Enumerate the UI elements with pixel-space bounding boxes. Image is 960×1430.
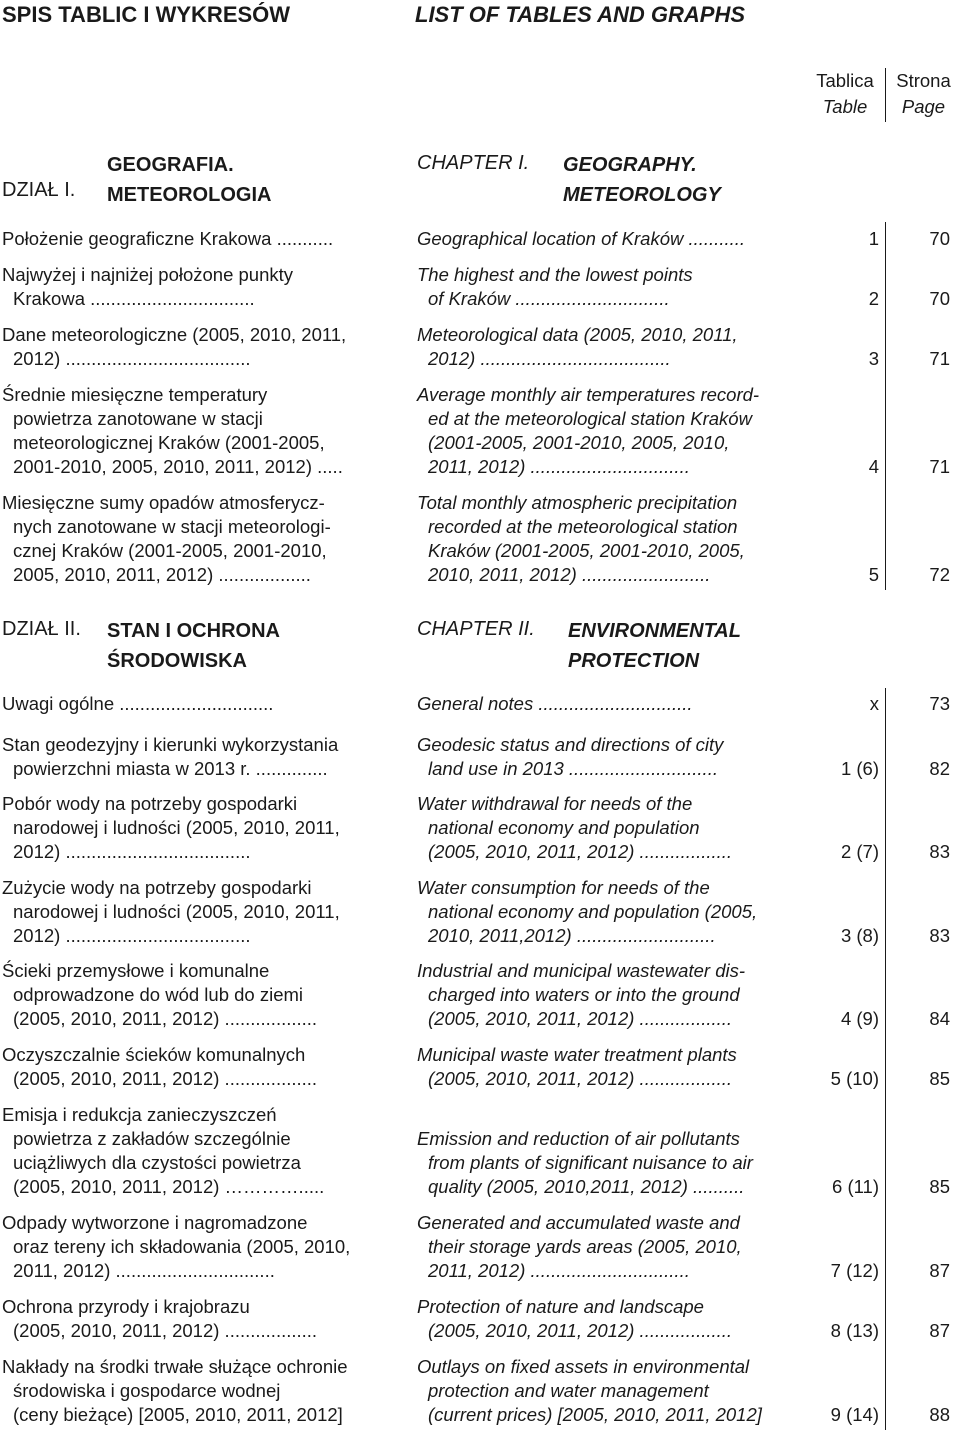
list-item-title-en: Municipal waste water treatment plants (2005, 2010, 2011, 2012) .................. [417, 1044, 737, 1089]
list-item-title-en: Emission and reduction of air pollutants from plants of significant nuisance to air quality (2005, 2010,2011, 2012) .......... [417, 1128, 753, 1197]
table-number: 8 (13) [830, 1320, 879, 1341]
table-number: 1 (6) [840, 758, 879, 779]
table-number: 4 (9) [840, 1008, 879, 1029]
list-item-title-pl: Średnie miesięczne temperatury powietrza zanotowane w stacji meteorologicznej Kraków (2001-2005, 2001-2010, 2005, 2010, 2011, 2012) ..... [2, 384, 343, 477]
page-number: 70 [929, 228, 950, 249]
page-number: 70 [929, 288, 950, 309]
page-number: 88 [929, 1404, 950, 1425]
table-number: 5 (10) [830, 1068, 879, 1089]
list-item-title-en: Outlays on fixed assets in environmental protection and water management (current prices) [2005, 2010, 2011, 2012] [417, 1356, 762, 1425]
page-column-header-en: Page [901, 96, 946, 117]
list-item-title-pl: Oczyszczalnie ścieków komunalnych (2005, 2010, 2011, 2012) .................. [2, 1044, 318, 1089]
chapter-1-title-pl: GEOGRAFIA. METEOROLOGIA [107, 154, 272, 206]
table-number: 9 (14) [830, 1404, 879, 1425]
page-column-header [885, 68, 960, 122]
chapter-1-number-en: CHAPTER I. [417, 152, 530, 174]
table-number: 2 [868, 288, 879, 309]
page-number: 87 [929, 1320, 950, 1341]
page-column-divider [885, 222, 886, 590]
table-number: 3 (8) [840, 925, 879, 946]
chapter-2-title-pl: STAN I OCHRONA ŚRODOWISKA [107, 620, 280, 672]
list-item-title-pl: Najwyżej i najniżej położone punkty Krakowa ................................ [2, 264, 294, 309]
table-number: 5 [868, 564, 879, 585]
chapter-1-heading-pl [2, 150, 75, 204]
table-column-header [805, 68, 885, 120]
list-item-title-en: Geographical location of Kraków ........... [417, 228, 746, 249]
list-item-title-en: Water withdrawal for needs of the national economy and population (2005, 2010, 2011, 2012) .................. [417, 793, 733, 862]
list-item-title-pl: Pobór wody na potrzeby gospodarki narodowej i ludności (2005, 2010, 2011, 2012) .................................... [2, 793, 340, 862]
page-column-header-pl: Strona [896, 70, 951, 91]
chapter-2-title-en: ENVIRONMENTAL PROTECTION [568, 620, 741, 672]
page-title-pl: SPIS TABLIC I WYKRESÓW [2, 2, 291, 27]
page-title-en: LIST OF TABLES AND GRAPHS [415, 2, 745, 27]
list-item-title-pl: Zużycie wody na potrzeby gospodarki narodowej i ludności (2005, 2010, 2011, 2012) .................................... [2, 877, 340, 946]
list-item-title-en: The highest and the lowest points of Kraków .............................. [417, 264, 693, 309]
table-number: 1 [868, 228, 879, 249]
page-number: 71 [929, 456, 950, 477]
list-item-title-en: Meteorological data (2005, 2010, 2011, 2012) ..................................... [417, 324, 738, 369]
table-column-header-pl: Tablica [816, 70, 874, 91]
chapter-1-number-pl: DZIAŁ I. [2, 179, 76, 201]
list-item-title-en: General notes .............................. [417, 693, 693, 714]
list-item-title-pl: Emisja i redukcja zanieczyszczeń powietrza z zakładów szczególnie uciążliwych dla czystości powietrza (2005, 2010, 2011, 2012) …………..... [2, 1104, 325, 1197]
list-item-title-en: Water consumption for needs of the national economy and population (2005, 2010, 2011,2012) ........................... [417, 877, 758, 946]
list-item-title-en: Average monthly air temperatures record- ed at the meteorological station Kraków (2001-2005, 2001-2010, 2005, 2010, 2011, 2012) ............................... [417, 384, 760, 477]
table-number: 2 (7) [840, 841, 879, 862]
table-number: 7 (12) [830, 1260, 879, 1281]
list-item-title-pl: Ścieki przemysłowe i komunalne odprowadzone do wód lub do ziemi (2005, 2010, 2011, 2012) .................. [2, 960, 318, 1029]
page-number: 71 [929, 348, 950, 369]
table-number: 3 [868, 348, 879, 369]
list-item-title-pl: Uwagi ogólne .............................. [2, 693, 274, 714]
list-item-title-en: Generated and accumulated waste and their storage yards areas (2005, 2010, 2011, 2012) ............................... [417, 1212, 742, 1281]
page-number: 85 [929, 1176, 950, 1197]
list-item-title-pl: Położenie geograficzne Krakowa ........... [2, 228, 334, 249]
list-item-title-pl: Dane meteorologiczne (2005, 2010, 2011, 2012) .................................... [2, 324, 347, 369]
list-item-title-en: Total monthly atmospheric precipitation recorded at the meteorological station Kraków (2001-2005, 2001-2010, 2005, 2010, 2011, 2012) ......................... [417, 492, 745, 585]
page-number: 83 [929, 925, 950, 946]
list-item-title-en: Geodesic status and directions of city land use in 2013 ............................. [417, 734, 724, 779]
page-number: 84 [929, 1008, 950, 1029]
table-number: x [869, 693, 879, 714]
list-item-title-pl: Stan geodezyjny i kierunki wykorzystania powierzchni miasta w 2013 r. .............. [2, 734, 339, 779]
page-number: 87 [929, 1260, 950, 1281]
page-number: 83 [929, 841, 950, 862]
column-headers [805, 68, 960, 122]
page-number: 73 [929, 693, 950, 714]
page-number: 72 [929, 564, 950, 585]
list-item-title-en: Protection of nature and landscape (2005, 2010, 2011, 2012) .................. [417, 1296, 733, 1341]
table-number: 6 (11) [832, 1176, 879, 1197]
chapter-2-number-pl: DZIAŁ II. [2, 618, 81, 640]
page-number: 82 [929, 758, 950, 779]
list-item-title-pl: Miesięczne sumy opadów atmosferycz- nych zanotowane w stacji meteorologi- cznej Kraków (2001-2005, 2001-2010, 2005, 2010, 2011, 2012) .................. [2, 492, 331, 585]
page-column-divider [885, 688, 886, 1430]
list-item-title-en: Industrial and municipal wastewater dis- charged into waters or into the ground (2005, 2010, 2011, 2012) .................. [417, 960, 746, 1029]
list-item-title-pl: Ochrona przyrody i krajobrazu (2005, 2010, 2011, 2012) .................. [2, 1296, 318, 1341]
page-number: 85 [929, 1068, 950, 1089]
chapter-2-number-en: CHAPTER II. [417, 618, 535, 640]
table-number: 4 [868, 456, 879, 477]
list-item-title-pl: Nakłady na środki trwałe służące ochronie środowiska i gospodarce wodnej (ceny bieżące) [2005, 2010, 2011, 2012] [2, 1356, 348, 1425]
table-column-header-en: Table [822, 96, 868, 117]
chapter-1-title-en: GEOGRAPHY. METEOROLOGY [563, 154, 721, 206]
list-item-title-pl: Odpady wytworzone i nagromadzone oraz tereny ich składowania (2005, 2010, 2011, 2012) ............................... [2, 1212, 351, 1281]
